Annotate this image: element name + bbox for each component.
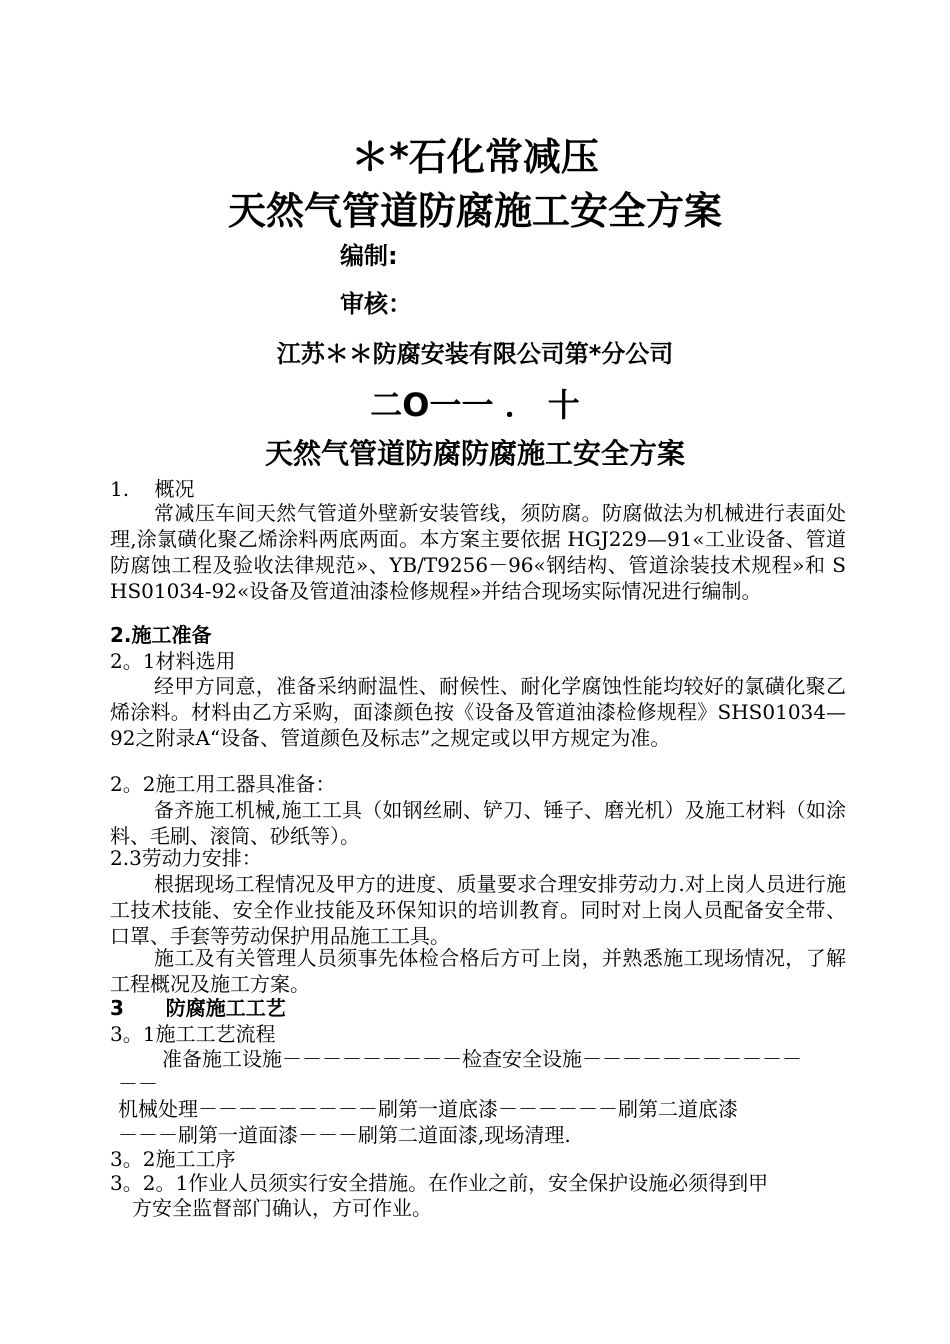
title-line-2: 天然气管道防腐施工安全方案 (227, 189, 722, 233)
process-flow-line-1: 准备施工设施－－－－－－－－－检查安全设施－－－－－－－－－－－ (162, 1047, 802, 1071)
document-subtitle: 天然气管道防腐防腐施工安全方案 (264, 437, 685, 470)
reviewed-by-label: 审核： (340, 290, 412, 318)
section-2-3-paragraph-1: 根据现场工程情况及甲方的进度、质量要求合理安排劳动力.对上岗人员进行施工技术技能、安全作业技能及环保知识的培训教育。同时对上岗人员配备安全带、口罩、手套等劳动保护用品施工工具。 (110, 872, 846, 948)
document-date: 二O一一 ． 十 (370, 386, 580, 424)
process-flow-line-2: －－ (118, 1072, 158, 1096)
section-2-1-paragraph: 经甲方同意，准备采纳耐温性、耐候性、耐化学腐蚀性能均较好的氯磺化聚乙烯涂料。材料由乙方采购，面漆颜色按《设备及管道油漆检修规程》SHS01034—92之附录A“设备、管道颜色及标志”之规定或以甲方规定为准。 (110, 674, 846, 750)
section-2-3-paragraph-2: 施工及有关管理人员须事先体检合格后方可上岗，并熟悉施工现场情况，了解工程概况及施工方案。 (110, 946, 846, 996)
section-1-heading: 1. 概况 (110, 477, 195, 501)
section-2-1-heading: 2。1材料选用 (110, 649, 236, 673)
section-1-paragraph: 常减压车间天然气管道外壁新安装管线，须防腐。防腐做法为机械进行表面处理,涂氯磺化聚乙烯涂料两底两面。本方案主要依据 HGJ229—91«工业设备、管道防腐蚀工程及验收法律规范»、YB/T9256－96«钢结构、管道涂装技术规程»和 SHS01034-92«设备及管道油漆检修规程»并结合现场实际情况进行编制。 (110, 501, 846, 603)
section-3-2-heading: 3。2施工工序 (110, 1147, 236, 1171)
title-line-1: ＊*石化常减压 (351, 135, 599, 179)
section-2-heading: 2.施工准备 (110, 623, 212, 647)
section-2-2-heading: 2。2施工用工器具准备： (110, 772, 336, 796)
compiled-by-label: 编制: (340, 242, 398, 270)
company-name: 江苏＊＊防腐安装有限公司第*分公司 (276, 340, 674, 368)
section-3-2-1-line-1: 3。2。1作业人员须实行安全措施。在作业之前，安全保护设施必须得到甲 (110, 1171, 769, 1195)
section-3-2-1-line-2: 方安全监督部门确认，方可作业。 (132, 1196, 432, 1220)
process-flow-line-4: －－－刷第一道面漆－－－刷第二道面漆,现场清理. (118, 1123, 571, 1147)
section-3-heading: 3 防腐施工工艺 (110, 996, 286, 1020)
section-2-2-paragraph: 备齐施工机械,施工工具（如钢丝刷、铲刀、锤子、磨光机）及施工材料（如涂料、毛刷、滚筒、砂纸等）。 (110, 798, 846, 848)
process-flow-line-3: 机械处理－－－－－－－－－刷第一道底漆－－－－－－刷第二道底漆 (118, 1097, 738, 1121)
section-2-3-heading: 2.3劳动力安排： (110, 846, 262, 870)
section-3-1-heading: 3。1施工工艺流程 (110, 1022, 276, 1046)
